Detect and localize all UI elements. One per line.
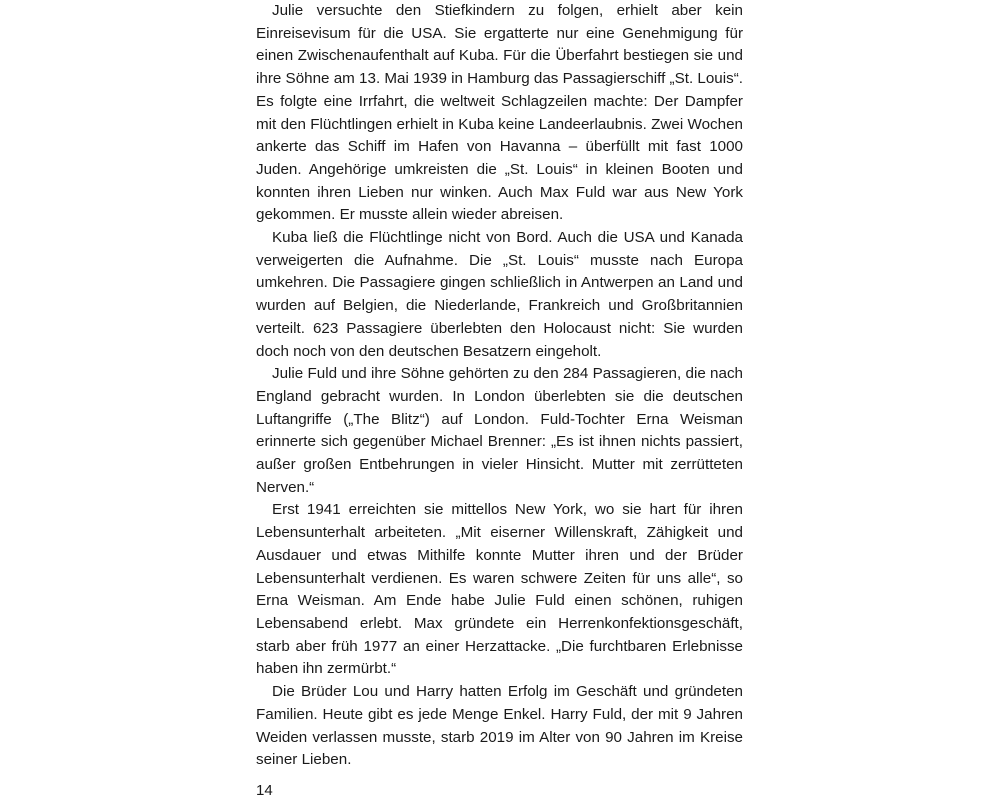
paragraph-1: Julie versuchte den Stiefkindern zu folgen, erhielt aber kein Einreisevisum für die USA. Sie ergatterte nur eine Genehmigung für einen Zwischenaufenthalt auf Kuba. Für die Überfahrt bestiegen sie und ihre Söhne am 13. Mai 1939 in Hamburg das Passagierschiff „St. Louis“. Es folgte eine Irrfahrt, die weltweit Schlagzeilen machte: Der Dampfer mit den Flüchtlingen erhielt in Kuba keine Landeerlaubnis. Zwei Wochen ankerte das Schiff im Hafen von Havanna – überfüllt mit fast 1000 Juden. Angehörige umkreisten die „St. Louis“ in kleinen Booten und konnten ihren Lieben nur winken. Auch Max Fuld war aus New York gekommen. Er musste allein wieder abreisen. bbox=[256, 2, 743, 224]
body-text bbox=[256, 0, 743, 772]
paragraph-2: Kuba ließ die Flüchtlinge nicht von Bord. Auch die USA und Kanada verweigerten die Aufnahme. Die „St. Louis“ musste nach Europa umkehren. Die Passagiere gingen schließlich in Antwerpen an Land und wurden auf Belgien, die Niederlande, Frankreich und Großbritannien verteilt. 623 Passagiere überlebten den Holocaust nicht: Sie wurden doch noch von den deutschen Besatzern eingeholt. bbox=[256, 229, 743, 360]
page-number: 14 bbox=[256, 782, 273, 799]
paragraph-5: Die Brüder Lou und Harry hatten Erfolg im Geschäft und gründeten Familien. Heute gibt es jede Menge Enkel. Harry Fuld, der mit 9 Jahren Weiden verlassen musste, starb 2019 im Alter von 90 Jahren im Kreise seiner Lieben. bbox=[256, 683, 743, 769]
paragraph-4: Erst 1941 erreichten sie mittellos New York, wo sie hart für ihren Lebensunterhalt arbeiteten. „Mit eiserner Willenskraft, Zähigkeit und Ausdauer und etwas Mithilfe konnte Mutter ihren und der Brüder Lebensunterhalt verdienen. Es waren schwere Zeiten für uns alle“, so Erna Weisman. Am Ende habe Julie Fuld einen schönen, ruhigen Lebensabend erlebt. Max gründete ein Herrenkonfektionsgeschäft, starb aber früh 1977 an einer Herzattacke. „Die furchtbaren Erlebnisse haben ihn zermürbt.“ bbox=[256, 501, 743, 678]
paragraph-3: Julie Fuld und ihre Söhne gehörten zu den 284 Passagieren, die nach England gebracht wurden. In London überlebten sie die deutschen Luftangriffe („The Blitz“) auf London. Fuld-Tochter Erna Weisman erinnerte sich gegenüber Michael Brenner: „Es ist ihnen nichts passiert, außer großen Entbehrungen in vieler Hinsicht. Mutter mit zerrütteten Nerven.“ bbox=[256, 365, 743, 496]
